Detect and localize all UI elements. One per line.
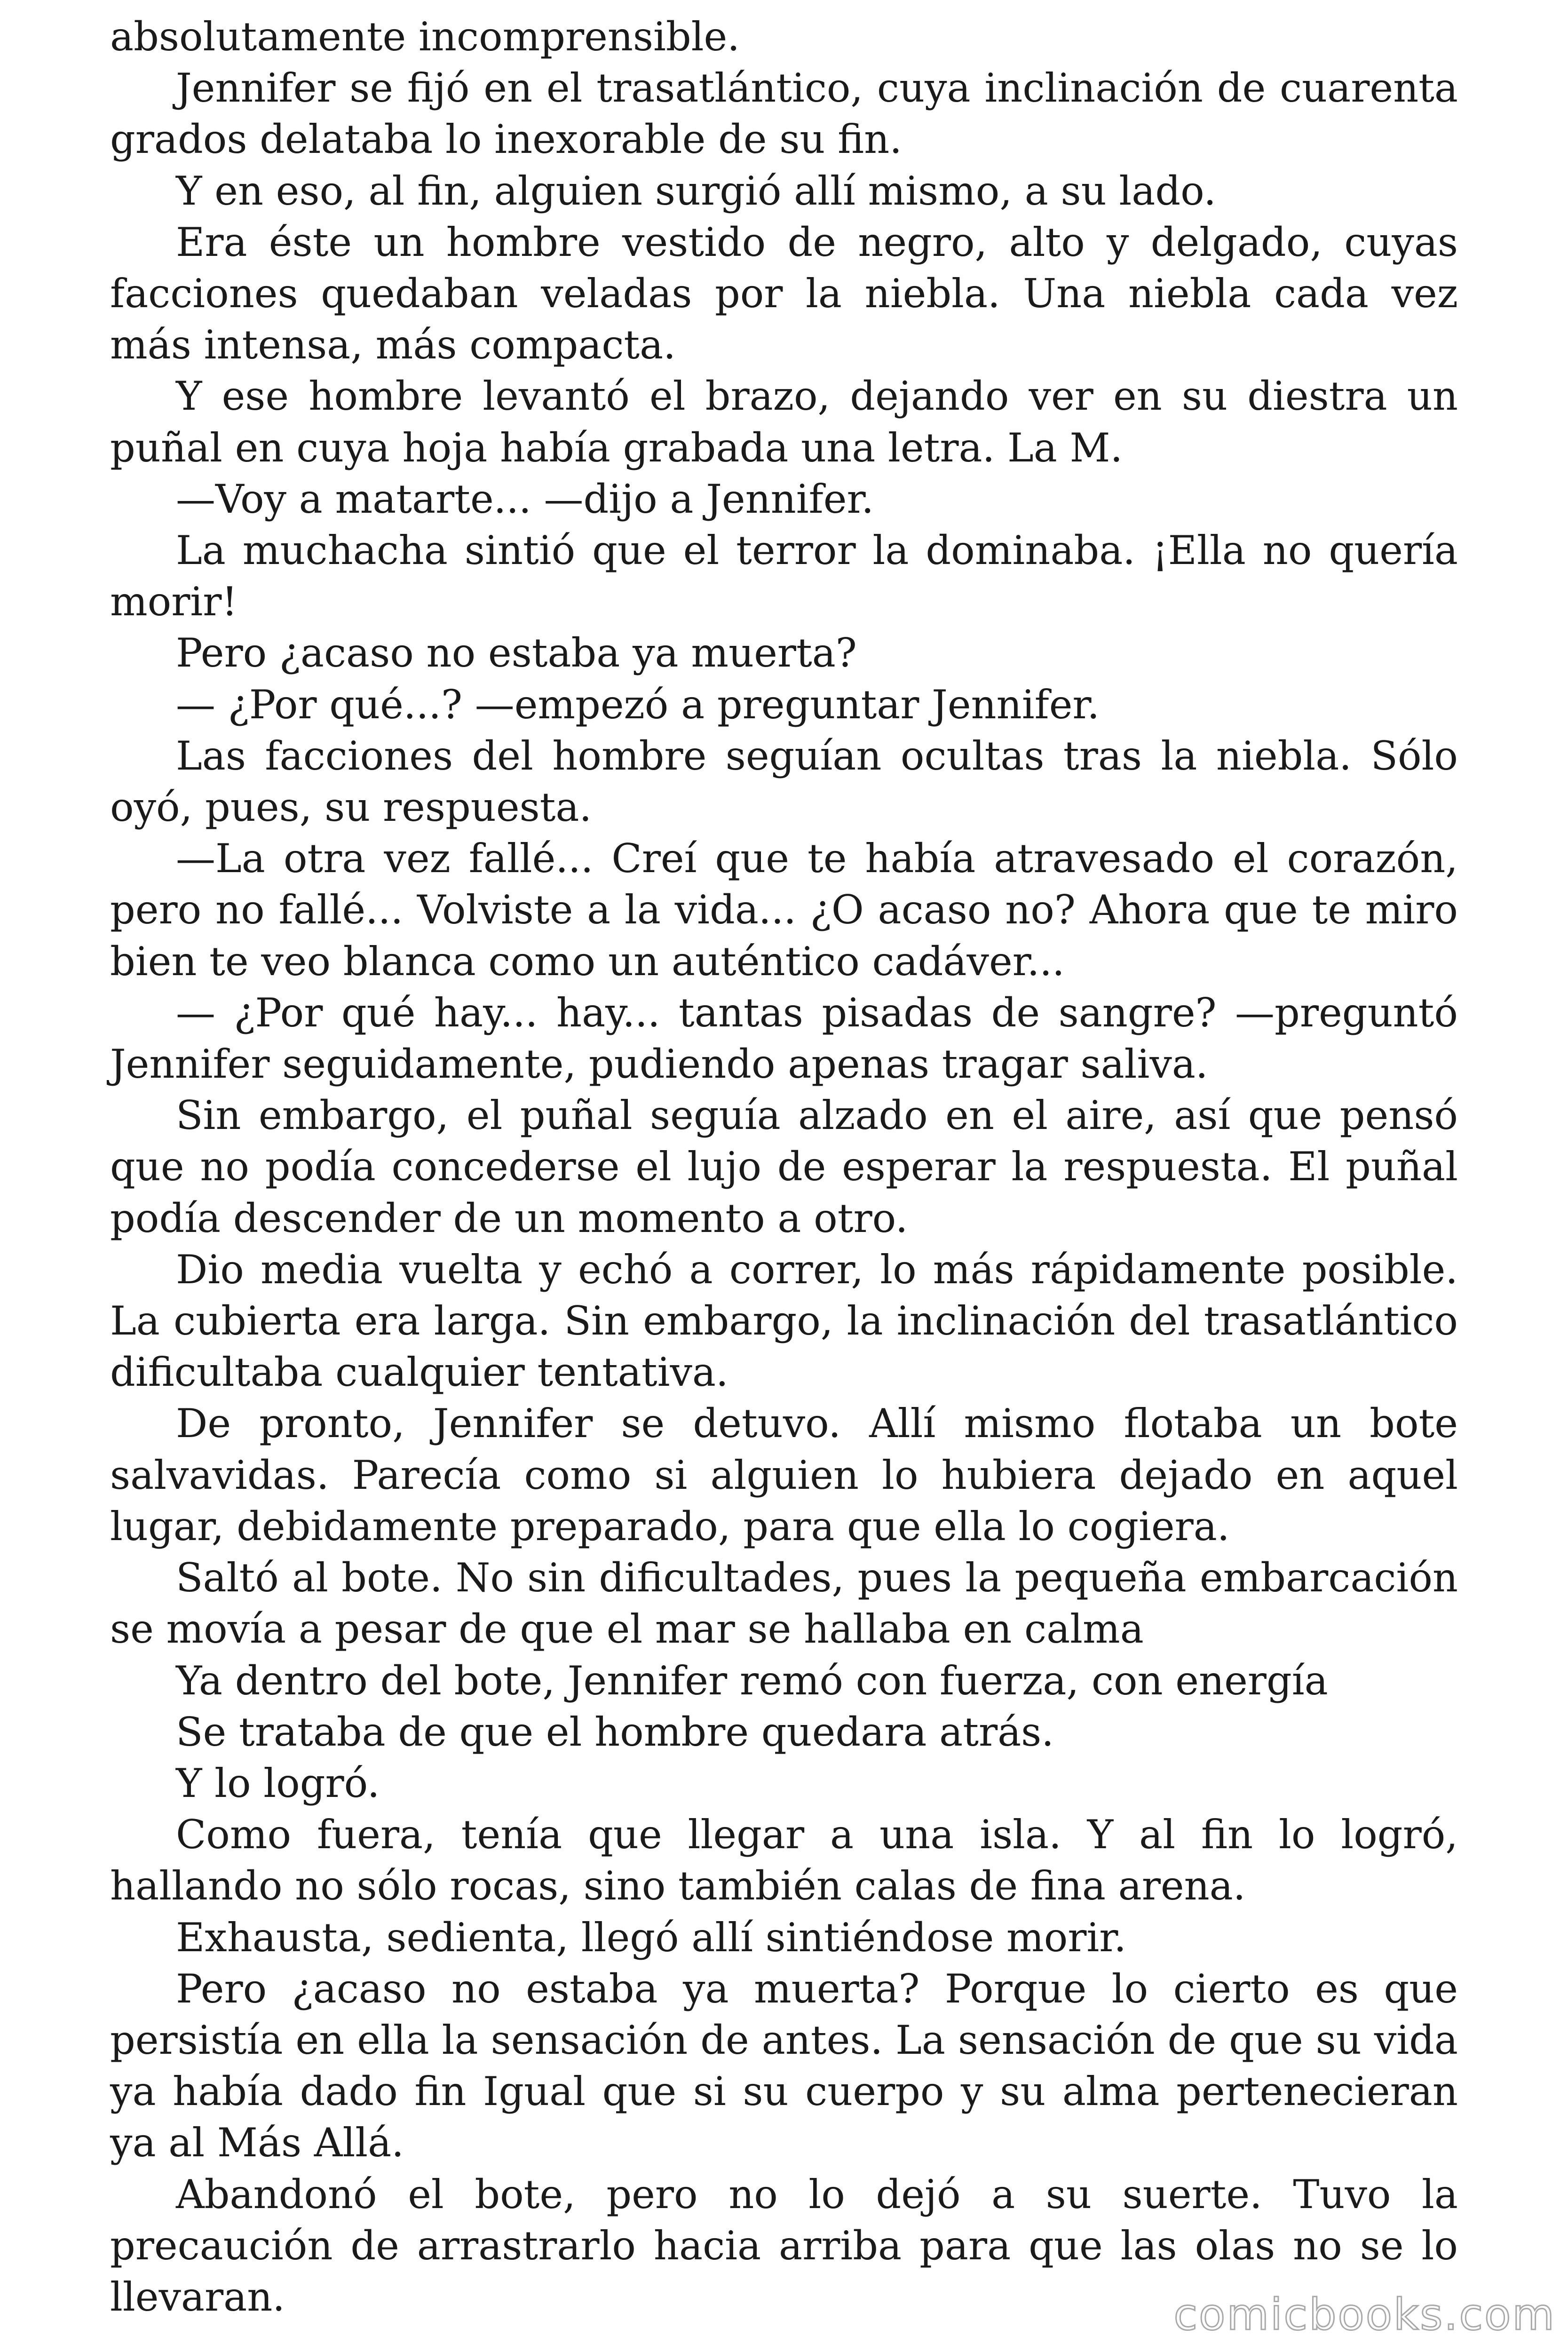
paragraph-8: Pero ¿acaso no estaba ya muerta? (176, 630, 857, 676)
paragraph-23: Abandonó el bote, pero no lo dejó a su suerte. Tuvo la precaución de arrastrarlo hacia arriba para que las olas no se lo llevaran. (110, 2171, 1458, 2320)
paragraph-20: Como fuera, tenía que llegar a una isla. Y al fin lo logró, hallando no sólo rocas, sino también calas de fina arena. (110, 1812, 1458, 1909)
paragraph-17: Ya dentro del bote, Jennifer remó con fuerza, con energía (176, 1657, 1328, 1704)
paragraph-1: absolutamente incomprensible. (110, 14, 740, 60)
paragraph-22: Pero ¿acaso no estaba ya muerta? Porque lo cierto es que persistía en ella la sensación de antes. La sensación de que su vida ya había dado fin Igual que si su cuerpo y su alma pertenecieran ya al Más Allá. (110, 1965, 1458, 2166)
paragraph-19: Y lo logró. (176, 1760, 380, 1806)
paragraph-11: —La otra vez fallé... Creí que te había atravesado el corazón, pero no fallé... Volviste a la vida... ¿O acaso no? Ahora que te miro bien te veo blanca como un auténtico cadáver... (110, 835, 1458, 985)
paragraph-18: Se trataba de que el hombre quedara atrás. (176, 1708, 1054, 1755)
paragraph-12: — ¿Por qué hay... hay... tantas pisadas de sangre? —preguntó Jennifer seguidamente, pudiendo apenas tragar saliva. (110, 989, 1458, 1088)
paragraph-2: Jennifer se fijó en el trasatlántico, cuya inclinación de cuarenta grados delataba lo inexorable de su fin. (110, 65, 1458, 163)
paragraph-3: Y en eso, al fin, alguien surgió allí mismo, a su lado. (176, 167, 1216, 214)
paragraph-6: —Voy a matarte... —dijo a Jennifer. (176, 476, 874, 522)
paragraph-21: Exhausta, sedienta, llegó allí sintiéndose morir. (176, 1914, 1126, 1961)
paragraph-10: Las facciones del hombre seguían ocultas tras la niebla. Sólo oyó, pues, su respuesta. (110, 732, 1458, 831)
paragraph-7: La muchacha sintió que el terror la dominaba. ¡Ella no quería morir! (110, 527, 1458, 625)
paragraph-4: Era éste un hombre vestido de negro, alto y delgado, cuyas facciones quedaban veladas por la niebla. Una niebla cada vez más intensa, más compacta. (110, 219, 1458, 368)
watermark-logo: comicbooks.com (1173, 2289, 1556, 2340)
paragraph-15: De pronto, Jennifer se detuvo. Allí mismo flotaba un bote salvavidas. Parecía como si alguien lo hubiera dejado en aquel lugar, debidamente preparado, para que ella lo cogiera. (110, 1400, 1458, 1549)
paragraph-9: — ¿Por qué...? —empezó a preguntar Jennifer. (176, 681, 1100, 728)
paragraph-5: Y ese hombre levantó el brazo, dejando ver en su diestra un puñal en cuya hoja había grabada una letra. La M. (110, 373, 1458, 471)
paragraph-16: Saltó al bote. No sin dificultades, pues la pequeña embarcación se movía a pesar de que el mar se hallaba en calma (110, 1555, 1458, 1653)
paragraph-14: Dio media vuelta y echó a correr, lo más rápidamente posible. La cubierta era larga. Sin embargo, la inclinación del trasatlántico dificultaba cualquier tentativa. (110, 1246, 1458, 1396)
page-text (110, 11, 1458, 2323)
paragraph-13: Sin embargo, el puñal seguía alzado en el aire, así que pensó que no podía concederse el lujo de esperar la respuesta. El puñal podía descender de un momento a otro. (110, 1092, 1458, 1241)
